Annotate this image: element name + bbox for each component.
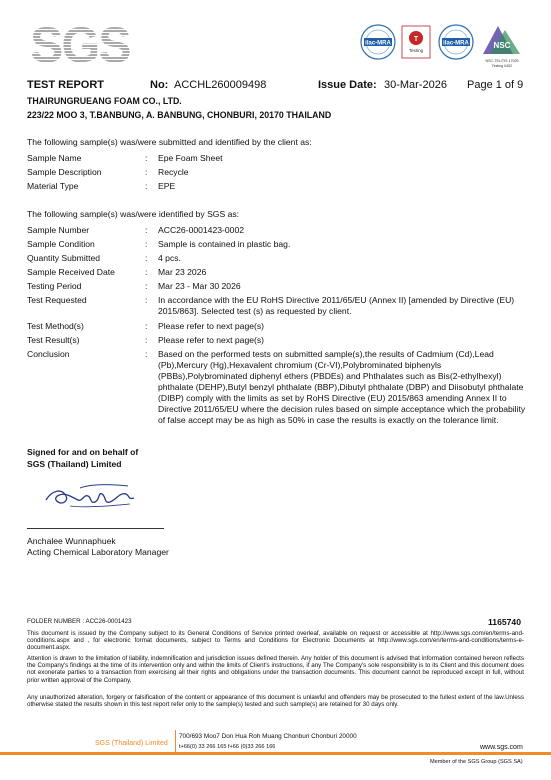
colon: :: [145, 239, 148, 249]
svg-text:ilac-MRA: ilac-MRA: [443, 40, 469, 47]
issue-date: 30-Mar-2026: [384, 79, 447, 91]
ilac-mra-2-icon: [439, 25, 473, 59]
footer-address: 700/693 Moo7 Don Hua Roh Muang Chonburi Chonburi 20000: [179, 733, 357, 740]
sample-number-value: ACC26-0001423-0002: [158, 225, 245, 235]
colon: :: [145, 153, 148, 163]
colon: :: [145, 267, 148, 277]
colon: :: [145, 181, 148, 191]
test-requested-label: Test Requested: [27, 295, 87, 305]
colon: :: [145, 349, 148, 359]
svg-text:T: T: [413, 36, 419, 43]
client-address: 223/22 MOO 3, T.BANBUNG, A. BANBUNG, CHONBURI, 20170 THAILAND: [27, 110, 332, 120]
nsc-logo-icon: [483, 26, 520, 68]
test-methods-value: Please refer to next page(s): [158, 321, 265, 331]
svg-text:NSC: NSC: [493, 41, 511, 50]
accreditation-logos: [358, 20, 530, 68]
sample-description-label: Sample Description: [27, 167, 102, 177]
disclaimer-alteration: Any unauthorized alteration, forgery or falsification of the content or appearance of this document is unlawful and offenders may be prosecuted to the fullest extent of the law.Unless otherwise stated the results shown in this test report refer only to the sample(s) tested and such sample(s) are retained for 30 days only.: [27, 694, 524, 709]
testing-period-value: Mar 23 - Mar 30 2026: [158, 281, 241, 291]
document-code: 1165740: [488, 617, 521, 627]
footer-phone: t+66(0) 33 266 165 f+66 (0)33 266 166: [179, 744, 276, 750]
sample-number-label: Sample Number: [27, 225, 90, 235]
colon: :: [145, 321, 148, 331]
sample-description-value: Recycle: [158, 167, 189, 177]
report-number-label: No:: [150, 79, 169, 91]
client-name: THAIRUNGRUEANG FOAM CO., LTD.: [27, 96, 182, 106]
test-results-value: Please refer to next page(s): [158, 335, 265, 345]
colon: :: [145, 253, 148, 263]
received-date-value: Mar 23 2026: [158, 267, 207, 277]
disclaimer-liability: Attention is drawn to the limitation of liability, indemnification and jurisdiction issues defined therein. Any holder of this document is advised that information contained hereon reflects the Company's findings at the time of its intervention only and within the limits of Client's instructions, if any The Company's sole responsibility is to its Client and this document does not exonerate parties to a transaction from exercising all their rights and obligations under the transaction documents. This document cannot be reproduced except in full, without prior written approval of the Company.: [27, 655, 524, 684]
footer-company: SGS (Thailand) Limited: [95, 740, 168, 747]
ilac-mra-icon: [361, 25, 395, 59]
signatory-name: Anchalee Wunnaphuek: [27, 536, 116, 546]
colon: :: [145, 295, 148, 305]
colon: :: [145, 281, 148, 291]
quantity-label: Quantity Submitted: [27, 253, 101, 263]
test-results-label: Test Result(s): [27, 335, 80, 345]
quantity-value: 4 pcs.: [158, 253, 181, 263]
svg-text:Testing 0452: Testing 0452: [491, 64, 513, 68]
received-date-label: Sample Received Date: [27, 267, 115, 277]
footer-website: www.sgs.com: [480, 744, 523, 751]
testing-badge-icon: [402, 26, 430, 58]
sample-name-value: Epe Foam Sheet: [158, 153, 223, 163]
svg-text:NSC-TEL/TIS 17025: NSC-TEL/TIS 17025: [485, 59, 519, 63]
sample-name-label: Sample Name: [27, 153, 82, 163]
sgs-logo: [26, 18, 146, 70]
signature-image: [40, 478, 140, 514]
signatory-position: Acting Chemical Laboratory Manager: [27, 547, 169, 557]
report-number: ACCHL260009498: [174, 79, 267, 91]
signature-company: SGS (Thailand) Limited: [27, 459, 122, 469]
material-type-value: EPE: [158, 181, 176, 191]
sample-condition-label: Sample Condition: [27, 239, 95, 249]
client-intro: The following sample(s) was/were submitted and identified by the client as:: [27, 137, 312, 147]
testing-period-label: Testing Period: [27, 281, 82, 291]
test-methods-label: Test Method(s): [27, 321, 84, 331]
disclaimer-general-conditions: This document is issued by the Company subject to its General Conditions of Service printed overleaf, available on request or accessible at http://www.sgs.com/en/terms-and-conditions.aspx and , for electronic format documents, subject to Terms and Conditions for Electronic Documents at http://www.sgs.com/en/terms-and-conditions/terms-e-document.aspx.: [27, 630, 524, 652]
issue-date-label: Issue Date:: [318, 79, 377, 91]
svg-text:Testing: Testing: [408, 48, 424, 53]
colon: :: [145, 167, 148, 177]
folder-number: FOLDER NUMBER : ACC26-0001423: [27, 618, 132, 625]
material-type-label: Material Type: [27, 181, 79, 191]
signed-for-label: Signed for and on behalf of: [27, 447, 139, 457]
footer-accent-bar: [0, 752, 551, 755]
conclusion-value: Based on the performed tests on submitted sample(s),the results of Cadmium (Cd),Lead (Pb),Mercury (Hg),Hexavalent chromium (Cr-VI),Polybrominated biphenyls (PBBs),Polybrominated diphenyl ethers (PBDEs) and Phthalates such as Bis(2-ethylhexyl) phthalate (DEHP),Butyl benzyl phthalate (BBP),Dibutyl phthalate (DBP) and Diisobutyl phthalate (DIBP) comply with the limits as set by RoHS Directive (EU) 2015/863 amending Annex II to Directive 2011/65/EU where the decision rules based on simple acceptance which the probability of false accept may be as high as 50% in case the results is exactly on the tolerance limit.: [158, 349, 526, 425]
signature-line: [27, 528, 164, 529]
conclusion-label: Conclusion: [27, 349, 70, 359]
page-number: Page 1 of 9: [467, 79, 524, 91]
test-requested-value: In accordance with the EU RoHS Directive 2011/65/EU (Annex II) [amended by Directive (EU) 2015/863]. Selected test (s) as requested by client.: [158, 295, 515, 316]
colon: :: [145, 335, 148, 345]
colon: :: [145, 225, 148, 235]
sample-condition-value: Sample is contained in plastic bag.: [158, 239, 291, 249]
report-title: TEST REPORT: [27, 79, 105, 91]
sgs-intro: The following sample(s) was/were identified by SGS as:: [27, 209, 240, 219]
footer-member: Member of the SGS Group (SGS SA): [430, 759, 523, 765]
svg-text:ilac-MRA: ilac-MRA: [365, 40, 391, 47]
footer-divider: [175, 730, 176, 752]
svg-text:SGS: SGS: [30, 18, 130, 70]
